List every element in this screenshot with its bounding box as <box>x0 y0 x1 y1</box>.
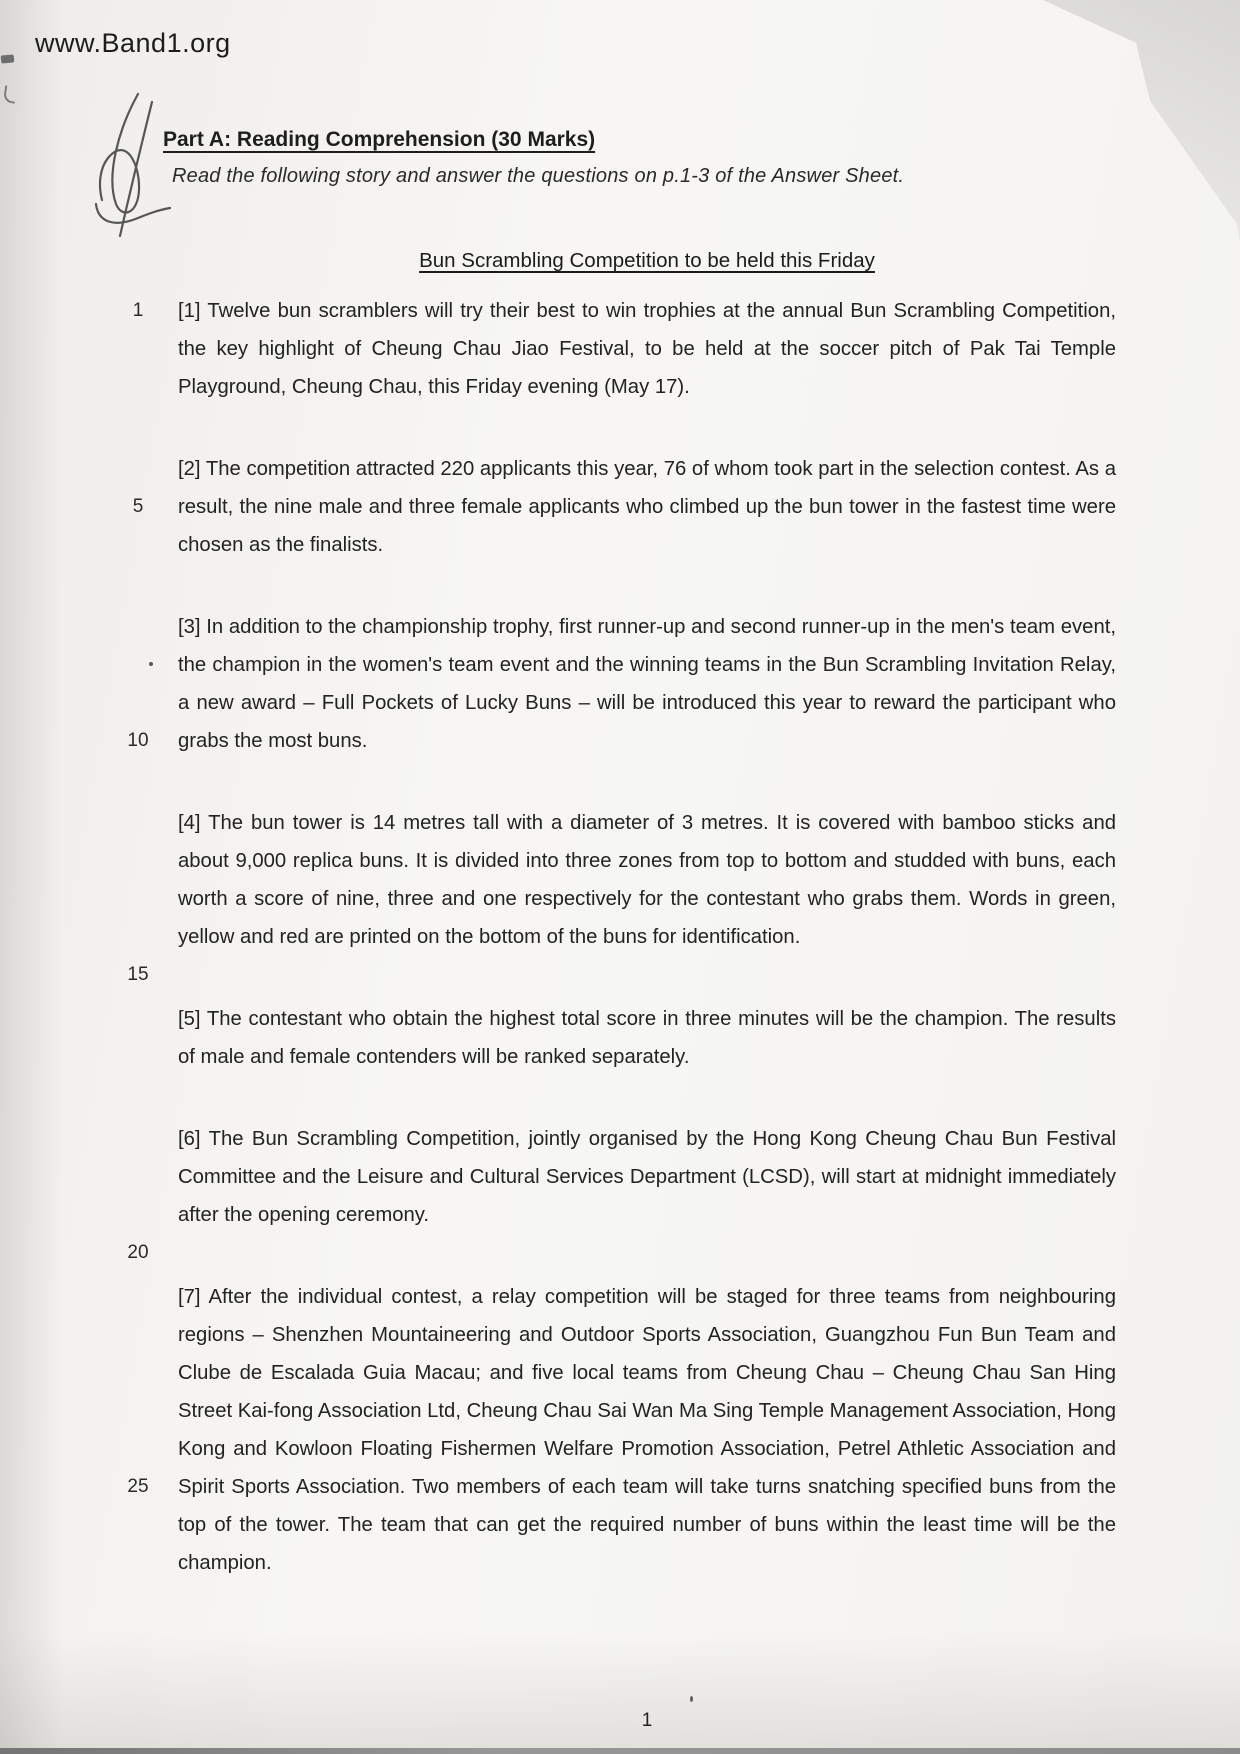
article-paragraph: [1] Twelve bun scramblers will try their best to win trophies at the annual Bun Scrambling Competition, the key highlight of Cheung Chau Jiao Festival, to be held at the soccer pitch of Pak Tai Temple Playground, Cheung Chau, this Friday evening (May 17). <box>178 300 1116 398</box>
scan-artifact-left-edge <box>1 54 15 63</box>
article-paragraph: [4] The bun tower is 14 metres tall with a diameter of 3 metres. It is covered with bamboo sticks and about 9,000 replica buns. It is divided into three zones from top to bottom and studded with buns, each worth a score of nine, three and one respectively for the contestant who grabs them. Words in green, yellow and red are printed on the bottom of the buns for identification. <box>178 812 1116 948</box>
line-number: 20 <box>127 1242 149 1263</box>
article-paragraph: [3] In addition to the championship trophy, first runner-up and second runner-up in the men's team event, the champion in the women's team event and the winning teams in the Bun Scrambling Invitation Relay, a new award – Full Pockets of Lucky Buns – will be introduced this year to reward the participant who grabs the most buns. <box>178 616 1116 752</box>
section-heading: Part A: Reading Comprehension (30 Marks) <box>163 128 596 151</box>
watermark-url: www.Band1.org <box>35 28 231 58</box>
line-number: 10 <box>127 730 149 751</box>
scan-artifact-left-edge <box>3 85 17 104</box>
page-number: 1 <box>641 1710 653 1731</box>
line-number: 15 <box>127 964 149 985</box>
article-title: Bun Scrambling Competition to be held this Friday <box>419 249 875 272</box>
article-paragraph: [7] After the individual contest, a relay competition will be staged for three teams from neighbouring regions – Shenzhen Mountaineering and Outdoor Sports Association, Guangzhou Fun Bun Team and Clube de Escalada Guia Macau; and five local teams from Cheung Chau – Cheung Chau San Hing Street Kai-fong Association Ltd, Cheung Chau Sai Wan Ma Sing Temple Management Association, Hong Kong and Kowloon Floating Fishermen Welfare Promotion Association, Petrel Athletic Association and Spirit Sports Association. Two members of each team will take turns snatching specified buns from the top of the tower. The team that can get the required number of buns within the least time will be the champion. <box>178 1286 1116 1574</box>
line-number: 5 <box>132 496 144 517</box>
scan-speck <box>149 662 153 666</box>
handwritten-tick-mark <box>92 88 178 240</box>
scan-speck <box>690 1696 693 1702</box>
article-body <box>178 292 1116 1582</box>
article-paragraph: [2] The competition attracted 220 applicants this year, 76 of whom took part in the selection contest. As a result, the nine male and three female applicants who climbed up the bun tower in the fastest time were chosen as the finalists. <box>178 458 1116 556</box>
scan-artifact-bottom-edge <box>0 1748 1240 1754</box>
article-paragraph: [6] The Bun Scrambling Competition, jointly organised by the Hong Kong Cheung Chau Bun Festival Committee and the Leisure and Cultural Services Department (LCSD), will start at midnight immediately after the opening ceremony. <box>178 1128 1116 1226</box>
article-paragraph: [5] The contestant who obtain the highest total score in three minutes will be the champion. The results of male and female contenders will be ranked separately. <box>178 1008 1116 1068</box>
scan-artifact-corner <box>1040 0 1240 252</box>
section-instruction: Read the following story and answer the questions on p.1-3 of the Answer Sheet. <box>172 165 905 187</box>
line-number: 25 <box>127 1476 149 1497</box>
line-number: 1 <box>132 300 144 321</box>
